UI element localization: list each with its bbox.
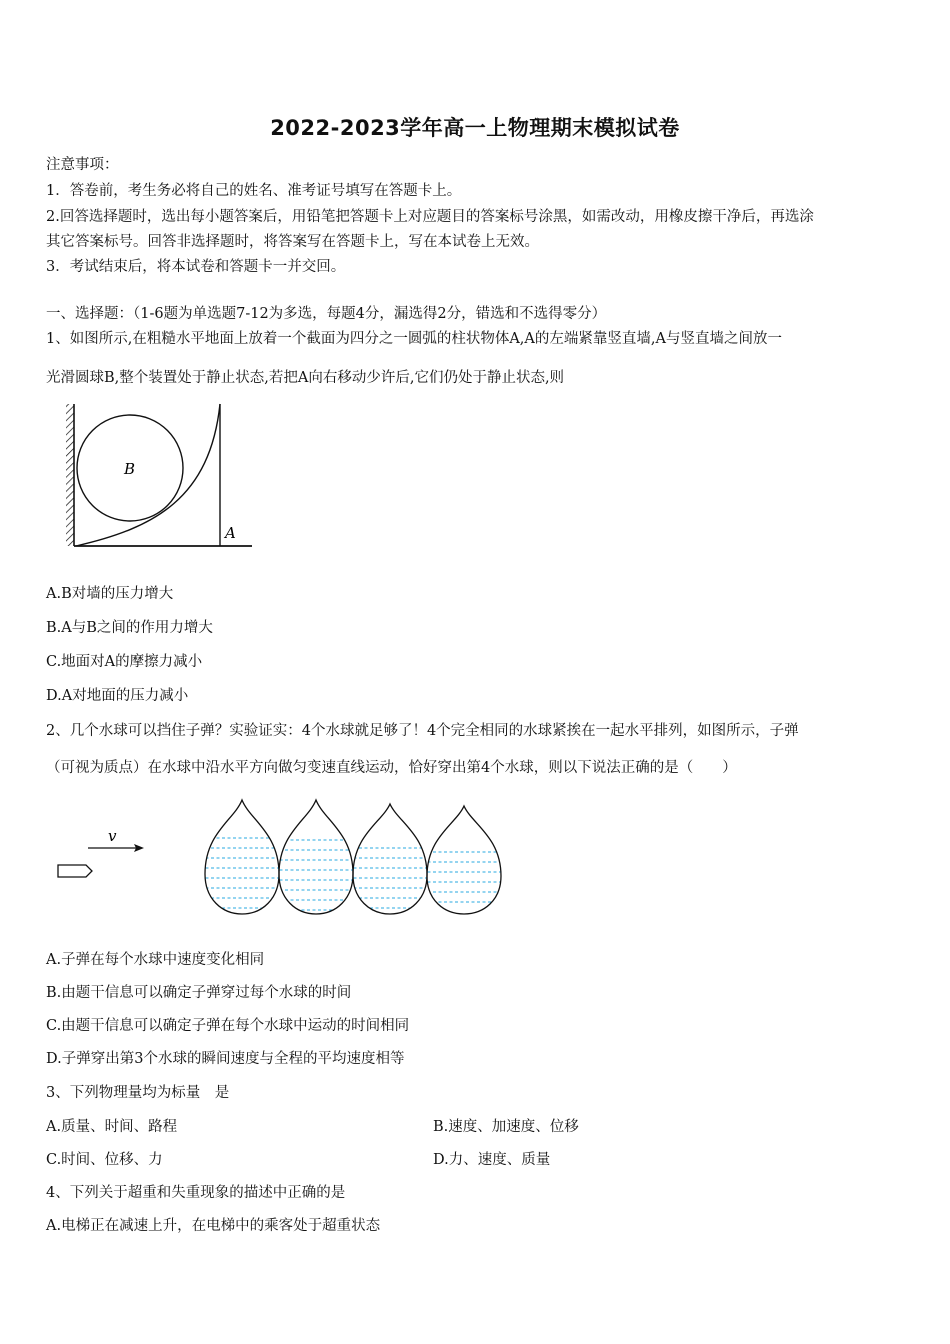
q3-option-b: B.速度、加速度、位移 bbox=[433, 1119, 579, 1135]
q1-option-b: B.A与B之间的作用力增大 bbox=[46, 620, 213, 636]
q1-stem-line1: 1、如图所示,在粗糙水平地面上放着一个截面为四分之一圆弧的柱状物体A,A的左端紧靠竖直墙,A与竖直墙之间放一 bbox=[46, 331, 782, 347]
q1-stem-line2: 光滑圆球B,整个装置处于静止状态,若把A向右移动少许后,它们仍处于静止状态,则 bbox=[46, 370, 565, 386]
q1-option-a: A.B对墙的压力增大 bbox=[46, 586, 174, 602]
q1-option-c: C.地面对A的摩擦力减小 bbox=[46, 654, 203, 670]
q1-option-d: D.A对地面的压力减小 bbox=[46, 688, 189, 704]
notice-item-3: 3．考试结束后，将本试卷和答题卡一并交回。 bbox=[46, 259, 346, 275]
velocity-label: v bbox=[108, 827, 117, 845]
q4-stem: 4、下列关于超重和失重现象的描述中正确的是 bbox=[46, 1185, 346, 1201]
q2-option-c: C.由题干信息可以确定子弹在每个水球中运动的时间相同 bbox=[46, 1018, 410, 1034]
q4-option-a: A.电梯正在减速上升，在电梯中的乘客处于超重状态 bbox=[46, 1218, 381, 1234]
block-label: A bbox=[225, 524, 236, 542]
notice-item-1: 1．答卷前，考生务必将自己的姓名、准考证号填写在答题卡上。 bbox=[46, 183, 462, 199]
q2-stem-line1: 2、几个水球可以挡住子弹？实验证实：4个水球就足够了！4个完全相同的水球紧挨在一起水平排列，如图所示，子弹 bbox=[46, 723, 799, 739]
q3-stem: 3、下列物理量均为标量 是 bbox=[46, 1085, 230, 1101]
q2-option-d: D.子弹穿出第3个水球的瞬间速度与全程的平均速度相等 bbox=[46, 1051, 405, 1067]
ball-label: B bbox=[124, 460, 136, 478]
q3-option-a: A.质量、时间、路程 bbox=[46, 1119, 178, 1135]
q2-stem-line2: （可视为质点）在水球中沿水平方向做匀变速直线运动，恰好穿出第4个水球，则以下说法正确的是（ ） bbox=[46, 760, 737, 776]
page-title: 2022-2023学年高一上物理期末模拟试卷 bbox=[270, 116, 680, 140]
wall-hatching bbox=[66, 404, 74, 546]
q2-figure bbox=[50, 798, 510, 920]
water-ball-4 bbox=[422, 806, 506, 914]
bullet-shape bbox=[58, 865, 92, 877]
water-ball-2 bbox=[274, 800, 358, 914]
water-ball-3 bbox=[348, 804, 432, 914]
q3-option-c: C.时间、位移、力 bbox=[46, 1152, 163, 1168]
q3-option-d: D.力、速度、质量 bbox=[433, 1152, 551, 1168]
notice-item-2: 2.回答选择题时，选出每小题答案后，用铅笔把答题卡上对应题目的答案标号涂黑，如需改动，用橡皮擦干净后，再选涂 bbox=[46, 209, 814, 225]
q1-figure bbox=[60, 398, 260, 553]
notice-heading: 注意事项： bbox=[46, 157, 119, 173]
section-heading: 一、选择题：（1-6题为单选题7-12为多选，每题4分，漏选得2分，错选和不选得零分） bbox=[46, 306, 607, 322]
q2-option-b: B.由题干信息可以确定子弹穿过每个水球的时间 bbox=[46, 985, 352, 1001]
notice-item-2-cont: 其它答案标号。回答非选择题时，将答案写在答题卡上，写在本试卷上无效。 bbox=[46, 234, 539, 250]
water-ball-1 bbox=[200, 800, 285, 914]
q2-option-a: A.子弹在每个水球中速度变化相同 bbox=[46, 952, 265, 968]
